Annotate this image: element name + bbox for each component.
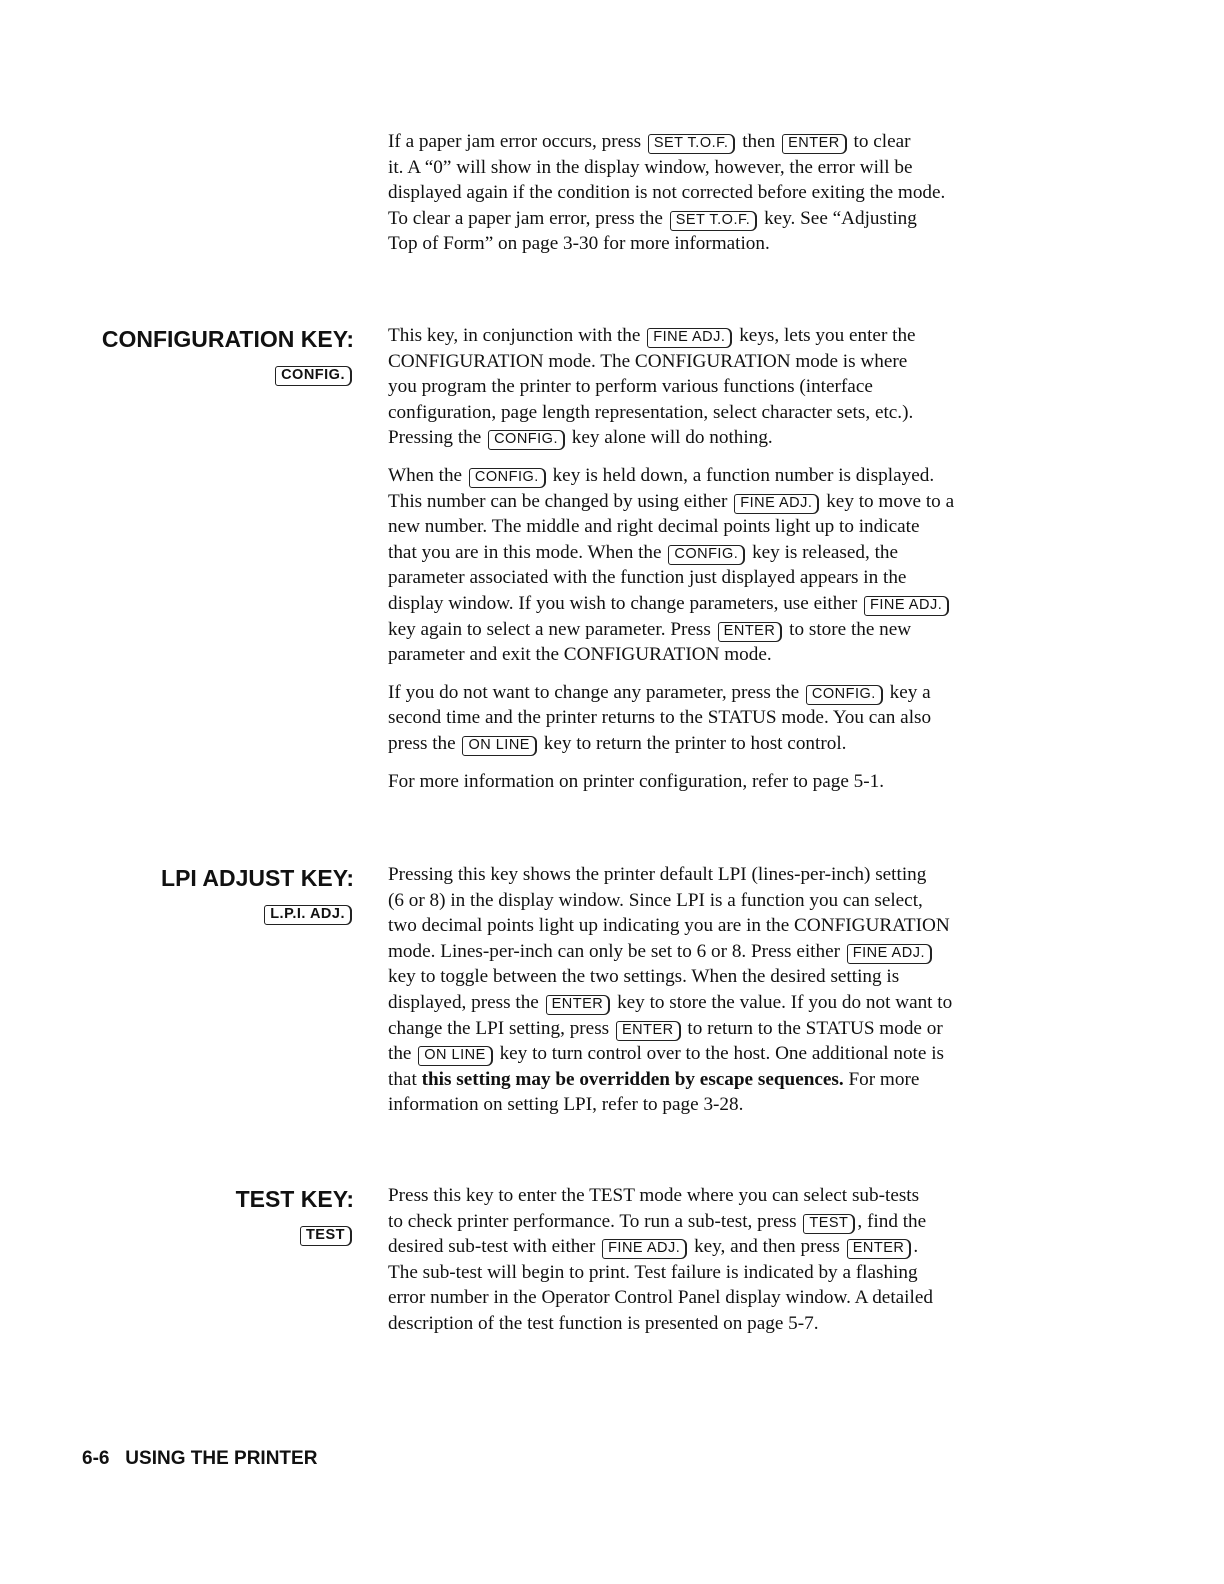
fine-adj-key: FINE ADJ. [847, 944, 932, 964]
lpi-adjust-key-description: Pressing this key shows the printer default LPI (lines-per-inch) setting (6 or 8) in the display window. Since LPI is a function you can select, two decimal points light up indicating you are in the CONFIGURATION mode. Lines-per-inch can only be set to 6 or 8. Press either FINE ADJ. key to toggle between the two settings. When the desired setting is displayed, press the ENTER key to store the value. If you do not want to change the LPI setting, press ENTER to return to the STATUS mode or the ON LINE key to turn control over to the host. One additional note is that this setting may be overridden by escape sequences. For more information on setting LPI, refer to page 3-28. [388, 864, 953, 1116]
lpi-adjust-key-heading: LPI ADJUST KEY: L.P.I. ADJ. [161, 864, 354, 925]
test-key: TEST [300, 1226, 352, 1246]
on-line-key: ON LINE [418, 1046, 493, 1066]
configuration-key-description: This key, in conjunction with the FINE ADJ. keys, lets you enter the CONFIGURATION mode. The CONFIGURATION mode is where you program the printer to perform various functions (interface configuration, page length representation, select character sets, etc.). Pressing the CONFIG. key alone will do nothing. When the CONFIG. key is held down, a function number is displayed. This number can be changed by using either FINE ADJ. key to move to a new number. The middle and right decimal points light up to indicate that you are in this mode. When the CONFIG. key is released, the parameter associated with the function just displayed appears in the display window. If you wish to change parameters, use either FINE ADJ. key again to select a new parameter. Press ENTER to store the new parameter and exit the CONFIGURATION mode. If you do not want to change any parameter, press the CONFIG. key a second time and the printer returns to the STATUS mode. You can also press the ON LINE key to return the printer to host control. For more information on printer configuration, refer to page 5-1. [388, 325, 955, 792]
configuration-key-heading: CONFIGURATION KEY: CONFIG. [102, 325, 354, 386]
enter-key: ENTER [782, 134, 847, 154]
config-key: CONFIG. [806, 685, 883, 705]
fine-adj-key: FINE ADJ. [647, 328, 732, 348]
enter-key: ENTER [546, 995, 611, 1015]
lpi-adj-key: L.P.I. ADJ. [264, 905, 352, 925]
intro-paragraph: If a paper jam error occurs, press SET T.O.F. then ENTER to clear it. A “0” will show in the display window, however, the error will be displayed again if the condition is not corrected before exiting the mode. To clear a paper jam error, press the SET T.O.F. key. See “Adjusting Top of Form” on page 3-30 for more information. [388, 131, 946, 255]
enter-key: ENTER [616, 1021, 681, 1041]
fine-adj-key: FINE ADJ. [734, 494, 819, 514]
set-tof-key: SET T.O.F. [670, 211, 758, 231]
config-key: CONFIG. [469, 468, 546, 488]
test-key-description: Press this key to enter the TEST mode where you can select sub-tests to check printer performance. To run a sub-test, press TEST , find the desired sub-test with either FINE ADJ. key, and then press ENTER . The sub-test will begin to print. Test failure is indicated by a flashing error number in the Operator Control Panel display window. A detailed description of the test function is presented on page 5-7. [388, 1185, 933, 1334]
enter-key: ENTER [847, 1239, 912, 1259]
test-key-heading: TEST KEY: TEST [236, 1185, 354, 1246]
page-footer: 6-6 USING THE PRINTER [82, 1448, 318, 1469]
fine-adj-key: FINE ADJ. [864, 596, 949, 616]
fine-adj-key: FINE ADJ. [602, 1239, 687, 1259]
enter-key: ENTER [718, 622, 783, 642]
on-line-key: ON LINE [462, 736, 537, 756]
test-key: TEST [803, 1214, 855, 1234]
set-tof-key: SET T.O.F. [648, 134, 736, 154]
config-key: CONFIG. [668, 545, 745, 565]
config-key: CONFIG. [488, 430, 565, 450]
escape-sequence-note: this setting may be overridden by escape sequences. [421, 1068, 844, 1090]
config-key: CONFIG. [275, 366, 352, 386]
